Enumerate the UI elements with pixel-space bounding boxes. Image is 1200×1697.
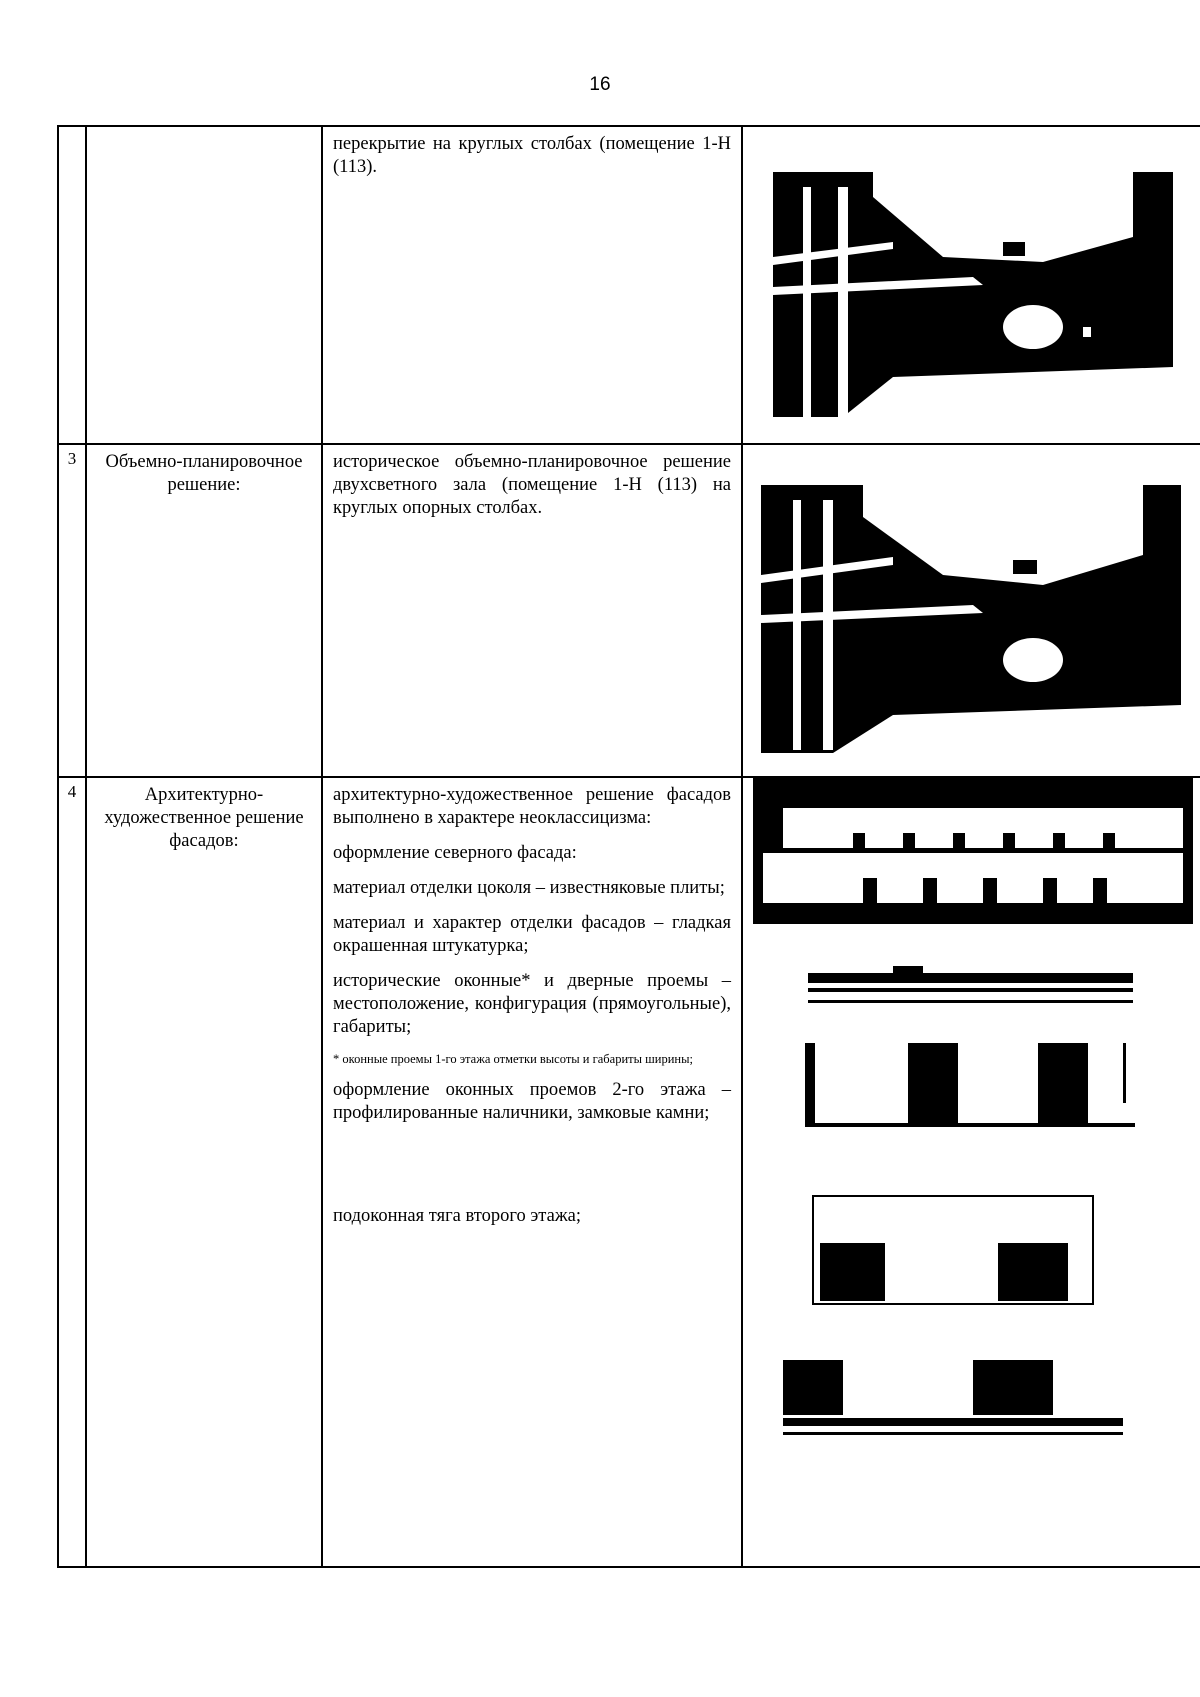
row-number xyxy=(58,126,86,444)
row-title: Архитектурно-художественное решение фасадов: xyxy=(86,777,322,1567)
facade-intro: архитектурно-художественное решение фасадов выполнено в характере неоклассицизма: xyxy=(333,785,731,828)
window-door-openings: исторические оконные* и дверные проемы – местоположение, конфигурация (прямоугольные), габариты; xyxy=(333,971,731,1037)
north-facade-heading: оформление северного фасада: xyxy=(333,843,577,863)
table-row xyxy=(58,777,1200,1567)
window-surround-photo xyxy=(813,1196,1093,1304)
row-title: Объемно-планировочное решение: xyxy=(86,444,322,777)
table-row xyxy=(58,126,1200,444)
hall-photo xyxy=(743,445,1199,776)
sill-cornice: подоконная тяга второго этажа; xyxy=(333,1206,581,1226)
row-number: 4 xyxy=(58,777,86,1567)
row-description xyxy=(322,777,742,1567)
table-row xyxy=(58,444,1200,777)
facade-finish: материал и характер отделки фасадов – гладкая окрашенная штукатурка; xyxy=(333,913,731,956)
row-number: 3 xyxy=(58,444,86,777)
hall-photo xyxy=(743,127,1199,443)
row-title xyxy=(86,126,322,444)
second-floor-windows: оформление оконных проемов 2-го этажа – профилированные наличники, замковые камни; xyxy=(333,1080,731,1123)
facade-photos xyxy=(743,778,1199,1566)
plinth-material: материал отделки цоколя – известняковые плиты; xyxy=(333,878,725,898)
row-description: перекрытие на круглых столбах (помещение 1-Н (113). xyxy=(322,126,742,444)
footnote: * оконные проемы 1-го этажа отметки высоты и габариты ширины; xyxy=(333,1052,693,1066)
page-number: 16 xyxy=(589,74,611,95)
row-description: историческое объемно-планировочное решение двухсветного зала (помещение 1-Н (113) на круглых опорных столбах. xyxy=(322,444,742,777)
monument-table xyxy=(57,125,1200,1568)
north-facade-photo xyxy=(753,778,1193,924)
